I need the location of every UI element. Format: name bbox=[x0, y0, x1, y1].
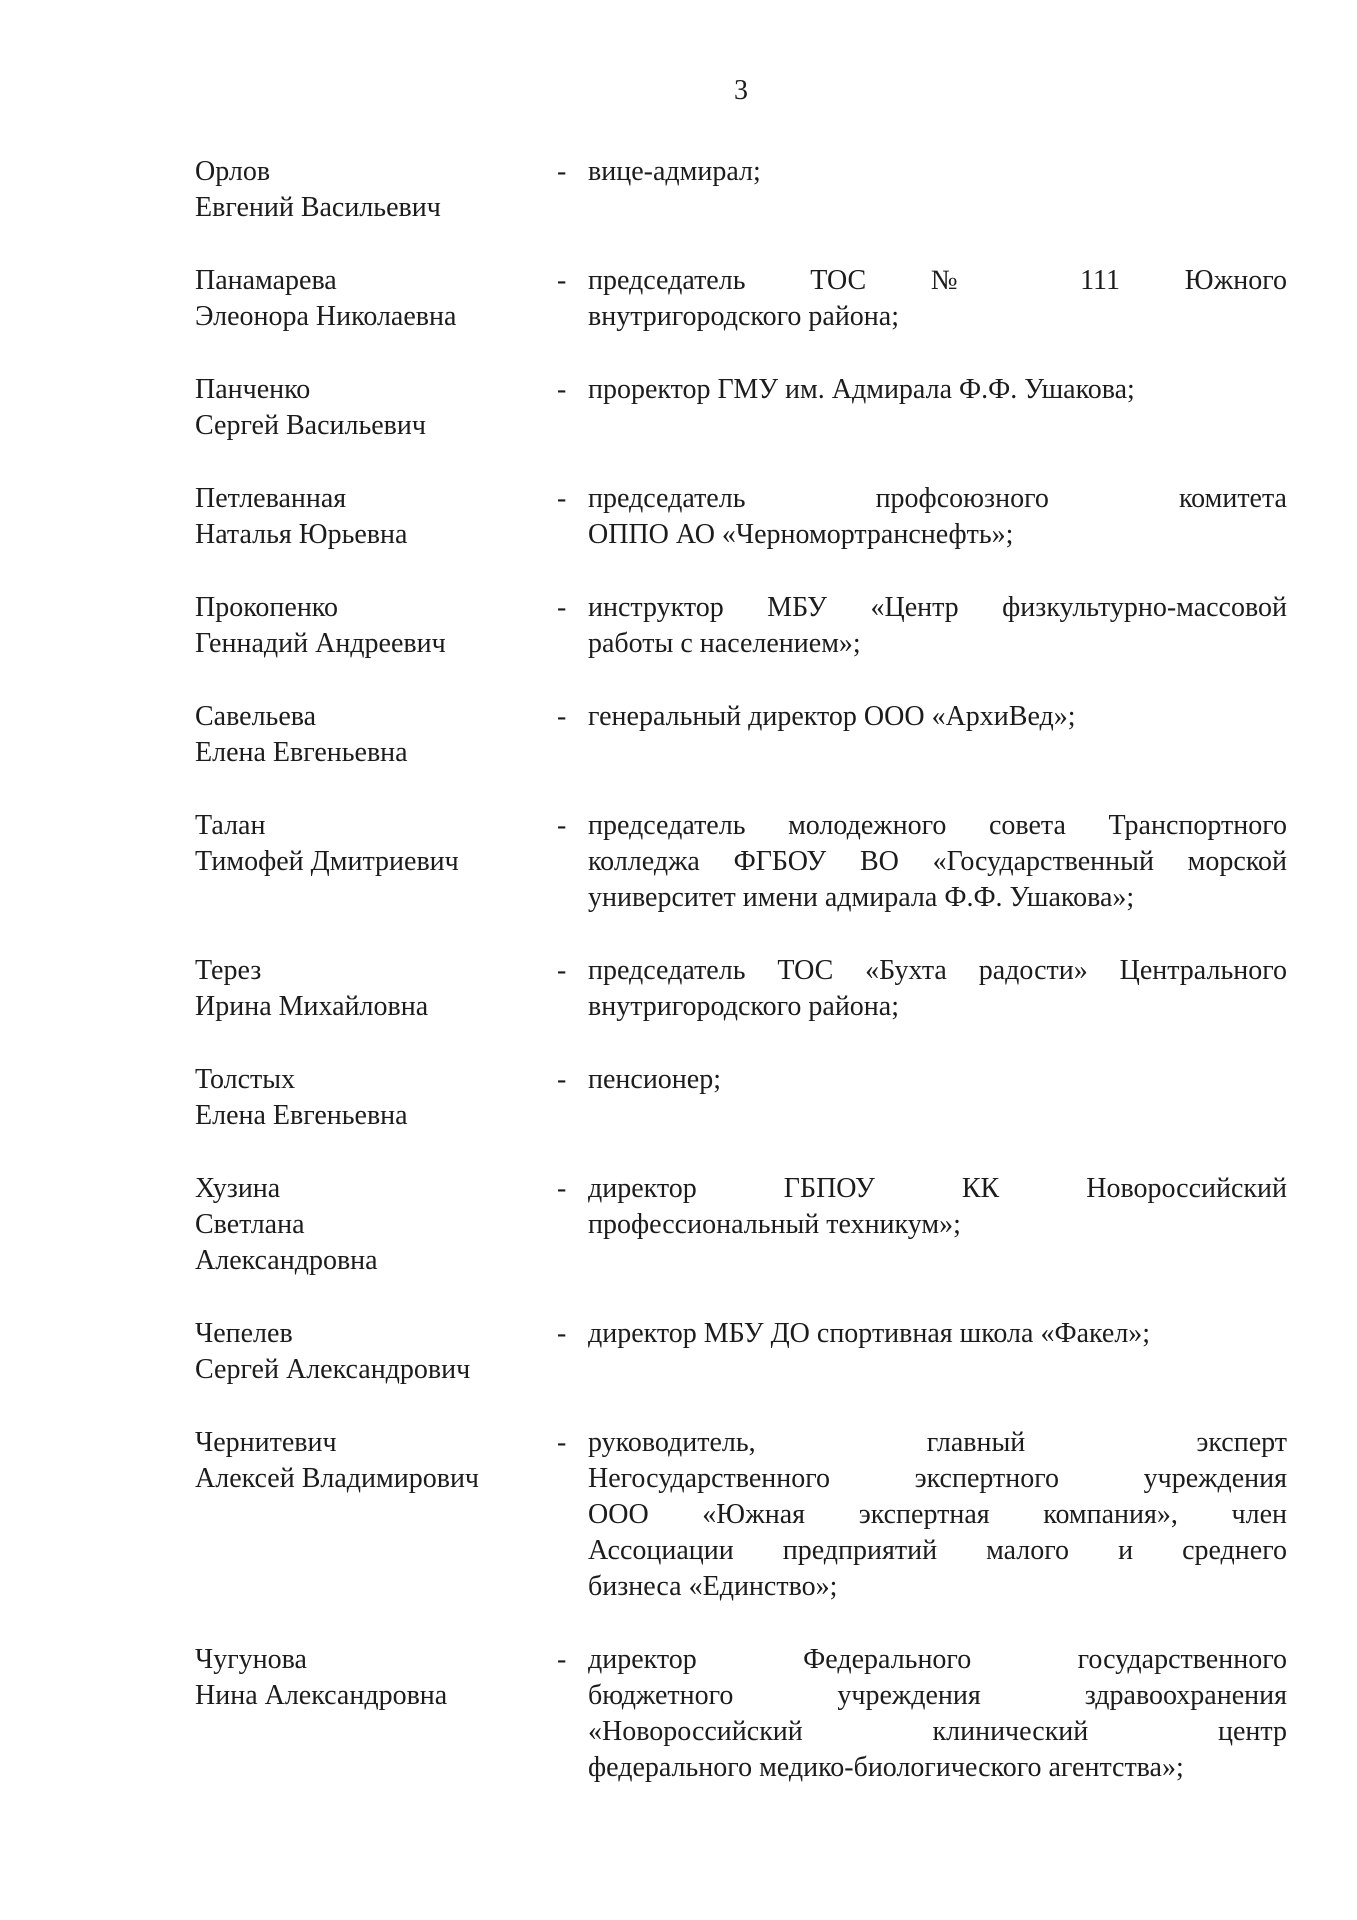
entry-name bbox=[195, 1425, 557, 1497]
entry-name bbox=[195, 1171, 557, 1279]
list-item bbox=[195, 953, 1287, 1025]
name-line: Хузина bbox=[195, 1173, 281, 1204]
name-line: Прокопенко bbox=[195, 592, 338, 623]
list-item bbox=[195, 1062, 1287, 1134]
entry-role bbox=[588, 1062, 1287, 1098]
role-line: пенсионер; bbox=[588, 1064, 721, 1095]
role-line: руководитель, главный эксперт bbox=[588, 1427, 1287, 1458]
role-line: колледжа ФГБОУ ВО «Государственный морской bbox=[588, 846, 1287, 877]
entry-role bbox=[588, 154, 1287, 190]
name-line: Чугунова bbox=[195, 1644, 307, 1675]
entry-name bbox=[195, 808, 557, 880]
name-line: Толстых bbox=[195, 1064, 296, 1095]
role-line: председатель молодежного совета Транспортного bbox=[588, 810, 1287, 841]
name-line: Тимофей Дмитриевич bbox=[195, 846, 459, 877]
role-line: внутригородского района; bbox=[588, 301, 899, 332]
separator-dash: - bbox=[557, 1173, 567, 1204]
separator-dash: - bbox=[557, 810, 567, 841]
entry-name bbox=[195, 372, 557, 444]
role-line: директор Федерального государственного bbox=[588, 1644, 1287, 1675]
name-line: Наталья Юрьевна bbox=[195, 519, 408, 550]
name-line: Евгений Васильевич bbox=[195, 192, 441, 223]
entry-role bbox=[588, 263, 1287, 335]
page-number: 3 bbox=[734, 75, 748, 106]
name-line: Чернитевич bbox=[195, 1427, 337, 1458]
list-item bbox=[195, 1316, 1287, 1388]
list-item bbox=[195, 808, 1287, 916]
name-line: Сергей Васильевич bbox=[195, 410, 426, 441]
separator-dash: - bbox=[557, 483, 567, 514]
list-item bbox=[195, 1425, 1287, 1605]
separator-dash: - bbox=[557, 1644, 567, 1675]
entry-role bbox=[588, 1171, 1287, 1243]
name-line: Элеонора Николаевна bbox=[195, 301, 457, 332]
entry-role bbox=[588, 590, 1287, 662]
name-line: Панамарева bbox=[195, 265, 337, 296]
role-line: генеральный директор ООО «АрхиВед»; bbox=[588, 701, 1076, 732]
role-line: проректор ГМУ им. Адмирала Ф.Ф. Ушакова; bbox=[588, 374, 1135, 405]
name-line: Орлов bbox=[195, 156, 271, 187]
list-item bbox=[195, 154, 1287, 226]
list-item bbox=[195, 263, 1287, 335]
separator-dash: - bbox=[557, 955, 567, 986]
list-item bbox=[195, 590, 1287, 662]
separator-dash: - bbox=[557, 265, 567, 296]
role-line: бизнеса «Единство»; bbox=[588, 1571, 838, 1602]
name-line: Талан bbox=[195, 810, 266, 841]
role-line: инструктор МБУ «Центр физкультурно-массовой bbox=[588, 592, 1287, 623]
separator-dash: - bbox=[557, 1427, 567, 1458]
role-line: Негосударственного экспертного учреждения bbox=[588, 1463, 1287, 1494]
name-line: Александровна bbox=[195, 1245, 378, 1276]
name-line: Елена Евгеньевна bbox=[195, 737, 408, 768]
name-line: Терез bbox=[195, 955, 262, 986]
entry-name bbox=[195, 699, 557, 771]
role-line: ОППО АО «Черномортранснефть»; bbox=[588, 519, 1014, 550]
name-line: Ирина Михайловна bbox=[195, 991, 429, 1022]
entry-role bbox=[588, 1425, 1287, 1605]
role-line: бюджетного учреждения здравоохранения bbox=[588, 1680, 1287, 1711]
role-line: председатель профсоюзного комитета bbox=[588, 483, 1287, 514]
role-line: Ассоциации предприятий малого и среднего bbox=[588, 1535, 1287, 1566]
entry-name bbox=[195, 1316, 557, 1388]
role-line: университет имени адмирала Ф.Ф. Ушакова»; bbox=[588, 882, 1135, 913]
separator-dash: - bbox=[557, 1064, 567, 1095]
entry-name bbox=[195, 1062, 557, 1134]
role-line: директор ГБПОУ КК Новороссийский bbox=[588, 1173, 1287, 1204]
entry-name bbox=[195, 481, 557, 553]
role-line: директор МБУ ДО спортивная школа «Факел»; bbox=[588, 1318, 1151, 1349]
role-line: председатель ТОС «Бухта радости» Центрального bbox=[588, 955, 1287, 986]
name-line: Нина Александровна bbox=[195, 1680, 448, 1711]
entry-role bbox=[588, 481, 1287, 553]
role-line: ООО «Южная экспертная компания», член bbox=[588, 1499, 1287, 1530]
name-line: Савельева bbox=[195, 701, 317, 732]
name-line: Панченко bbox=[195, 374, 311, 405]
name-line: Алексей Владимирович bbox=[195, 1463, 480, 1494]
entry-name bbox=[195, 590, 557, 662]
list-item bbox=[195, 372, 1287, 444]
entry-name bbox=[195, 1642, 557, 1714]
separator-dash: - bbox=[557, 374, 567, 405]
name-line: Сергей Александрович bbox=[195, 1354, 471, 1385]
role-line: председатель ТОС № 111 Южного bbox=[588, 265, 1287, 296]
entry-role bbox=[588, 699, 1287, 735]
separator-dash: - bbox=[557, 592, 567, 623]
entry-role bbox=[588, 1316, 1287, 1352]
entry-name bbox=[195, 263, 557, 335]
list-item bbox=[195, 1171, 1287, 1279]
entry-name bbox=[195, 953, 557, 1025]
role-line: «Новороссийский клинический центр bbox=[588, 1716, 1287, 1747]
entries-list bbox=[195, 154, 1287, 1786]
entry-role bbox=[588, 372, 1287, 408]
name-line: Елена Евгеньевна bbox=[195, 1100, 408, 1131]
name-line: Геннадий Андреевич bbox=[195, 628, 446, 659]
entry-role bbox=[588, 953, 1287, 1025]
list-item bbox=[195, 481, 1287, 553]
role-line: вице-адмирал; bbox=[588, 156, 761, 187]
separator-dash: - bbox=[557, 1318, 567, 1349]
role-line: федерального медико-биологического агентства»; bbox=[588, 1752, 1184, 1783]
list-item bbox=[195, 1642, 1287, 1786]
list-item bbox=[195, 699, 1287, 771]
separator-dash: - bbox=[557, 701, 567, 732]
name-line: Петлеванная bbox=[195, 483, 347, 514]
name-line: Светлана bbox=[195, 1209, 305, 1240]
role-line: работы с населением»; bbox=[588, 628, 861, 659]
role-line: внутригородского района; bbox=[588, 991, 899, 1022]
entry-name bbox=[195, 154, 557, 226]
name-line: Чепелев bbox=[195, 1318, 293, 1349]
separator-dash: - bbox=[557, 156, 567, 187]
entry-role bbox=[588, 808, 1287, 916]
role-line: профессиональный техникум»; bbox=[588, 1209, 961, 1240]
entry-role bbox=[588, 1642, 1287, 1786]
